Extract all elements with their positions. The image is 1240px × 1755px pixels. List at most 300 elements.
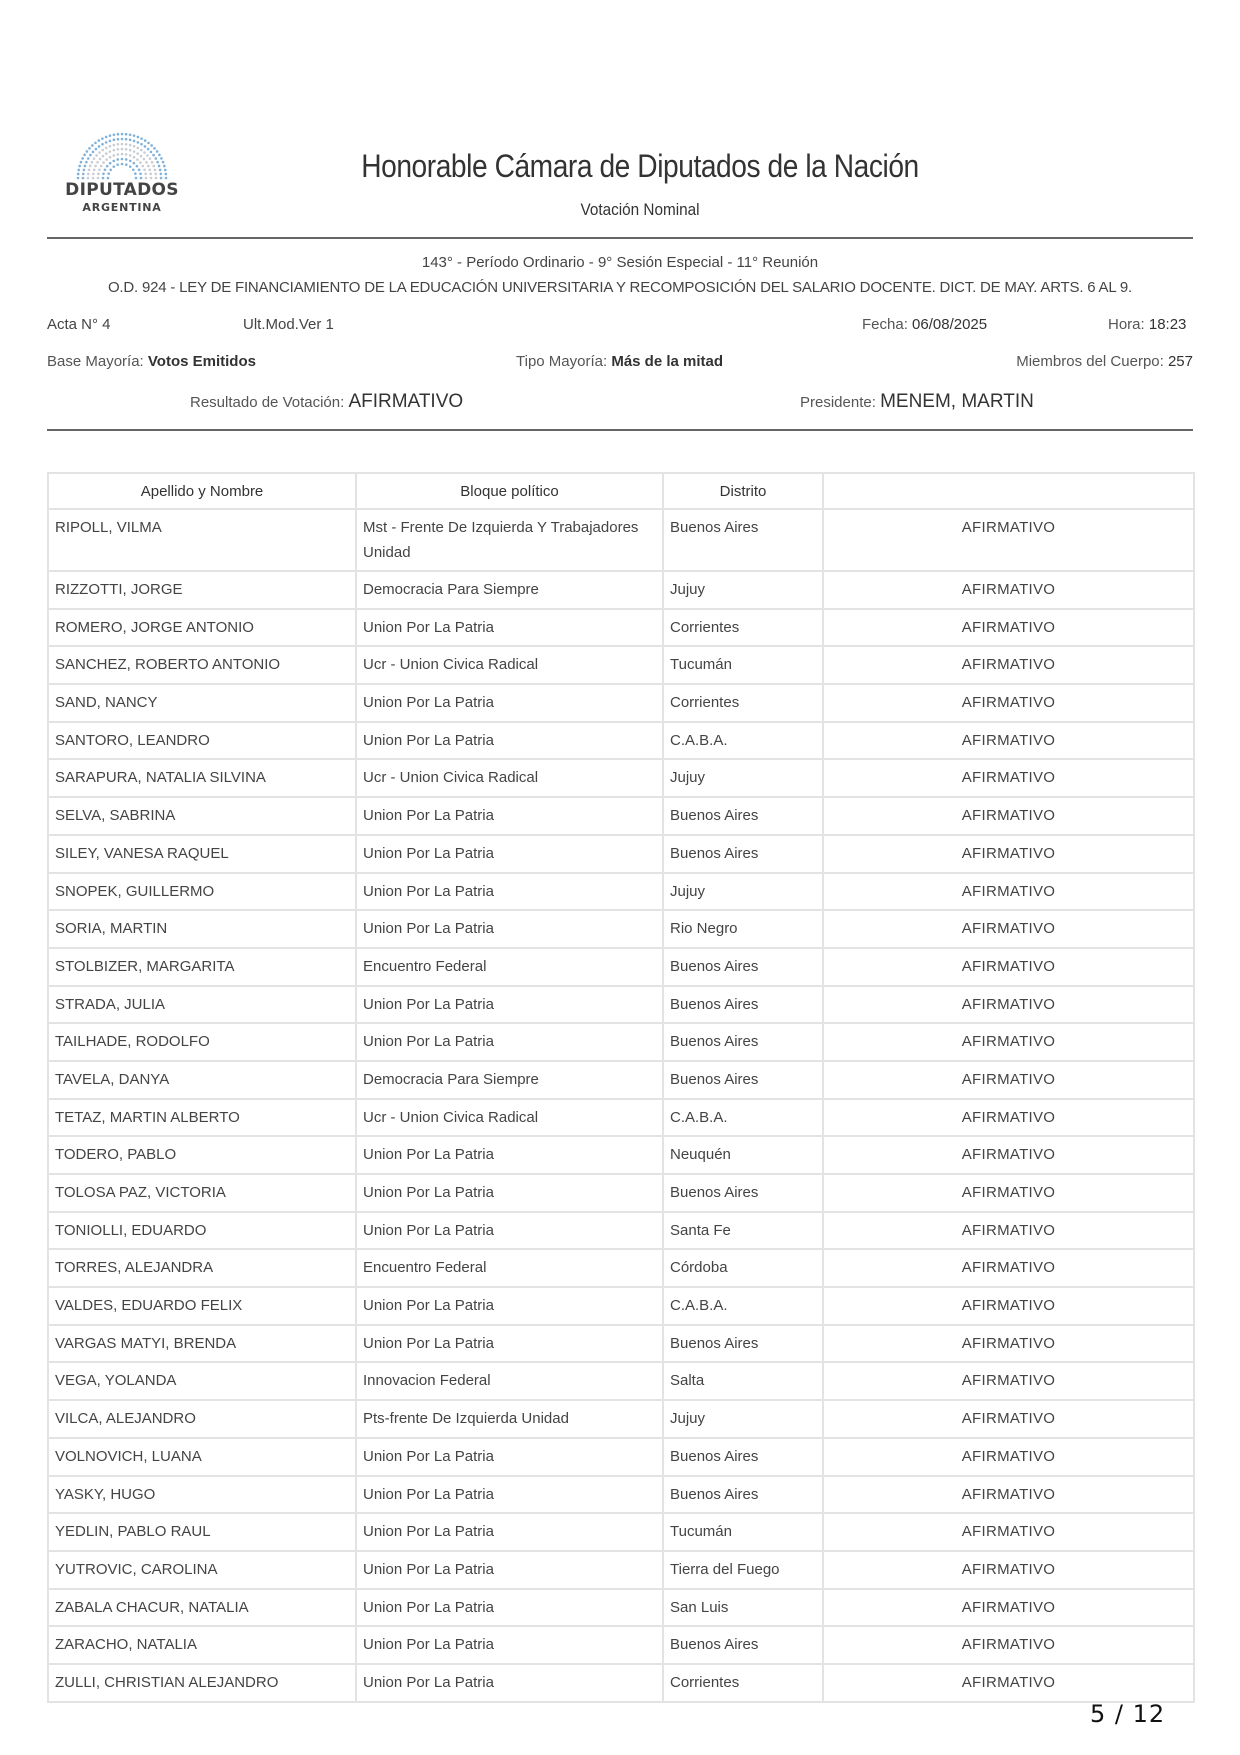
logo-dot — [116, 163, 119, 166]
logo-dot — [135, 177, 138, 180]
logo-dot — [107, 172, 110, 175]
table-row — [48, 684, 1194, 722]
logo-dot — [121, 158, 124, 161]
cell-bloque: Union Por La Patria — [356, 1626, 663, 1664]
cell-bloque: Encuentro Federal — [356, 1249, 663, 1287]
cell-distrito: San Luis — [663, 1589, 823, 1627]
cell-voto: AFIRMATIVO — [823, 1513, 1194, 1551]
cell-name: ZARACHO, NATALIA — [48, 1626, 356, 1664]
cell-bloque: Union Por La Patria — [356, 873, 663, 911]
logo-dot — [89, 165, 92, 168]
logo-dot — [83, 154, 86, 157]
table-header-row — [48, 473, 1194, 509]
table-row — [48, 1023, 1194, 1061]
cell-distrito: Corrientes — [663, 1664, 823, 1702]
cell-distrito: Jujuy — [663, 873, 823, 911]
logo-dot — [109, 134, 112, 137]
logo-dot — [139, 172, 142, 175]
logo-dot — [125, 143, 128, 146]
logo-dot — [152, 154, 155, 157]
cell-bloque: Union Por La Patria — [356, 1287, 663, 1325]
cell-name: ROMERO, JORGE ANTONIO — [48, 609, 356, 647]
miembros-label: Miembros del Cuerpo: — [1016, 353, 1164, 370]
logo-dot — [105, 136, 108, 139]
page-separator: / — [1114, 1700, 1125, 1728]
table-row — [48, 797, 1194, 835]
cell-name: SAND, NANCY — [48, 684, 356, 722]
cell-distrito: Buenos Aires — [663, 1325, 823, 1363]
page-title: Honorable Cámara de Diputados de la Nación — [361, 148, 919, 184]
logo-dot — [121, 148, 124, 151]
base-mayoria-value: Votos Emitidos — [147, 353, 256, 370]
acta-number: Acta N° 4 — [47, 316, 111, 333]
logo-dot — [165, 173, 168, 176]
logo-dot — [149, 169, 152, 172]
cell-distrito: Buenos Aires — [663, 1438, 823, 1476]
cell-name: ZULLI, CHRISTIAN ALEJANDRO — [48, 1664, 356, 1702]
cell-bloque: Encuentro Federal — [356, 948, 663, 986]
logo-dot — [117, 143, 120, 146]
cell-bloque: Union Por La Patria — [356, 1325, 663, 1363]
cell-bloque: Pts-frente De Izquierda Unidad — [356, 1400, 663, 1438]
cell-bloque: Union Por La Patria — [356, 1513, 663, 1551]
table-row — [48, 1212, 1194, 1250]
logo-dot — [102, 155, 105, 158]
logo-dot — [134, 172, 137, 175]
cell-distrito: Salta — [663, 1362, 823, 1400]
logo-dot — [99, 158, 102, 161]
logo-dot — [93, 157, 96, 160]
resultado-value: AFIRMATIVO — [348, 391, 464, 412]
table-row — [48, 571, 1194, 609]
cell-name: SANTORO, LEANDRO — [48, 722, 356, 760]
logo-dot — [92, 151, 95, 154]
logo-dot — [95, 148, 98, 151]
logo-dot — [92, 177, 95, 180]
logo-dot — [89, 154, 92, 157]
cell-bloque: Union Por La Patria — [356, 1174, 663, 1212]
logo-dot — [137, 136, 140, 139]
logo-dot — [109, 140, 112, 143]
logo-dot — [129, 144, 132, 147]
cell-voto: AFIRMATIVO — [823, 722, 1194, 760]
logo-dot — [98, 168, 101, 171]
diputados-logo — [62, 130, 182, 220]
cell-name: VILCA, ALEJANDRO — [48, 1400, 356, 1438]
logo-dot — [117, 133, 120, 136]
logo-dot — [78, 165, 81, 168]
table-row — [48, 1174, 1194, 1212]
cell-name: VARGAS MATYI, BRENDA — [48, 1325, 356, 1363]
logo-dot — [86, 150, 89, 153]
session-info: 143° - Período Ordinario - 9° Sesión Especial - 11° Reunión — [421, 254, 819, 271]
cell-bloque: Ucr - Union Civica Radical — [356, 1099, 663, 1137]
logo-dot — [93, 169, 96, 172]
logo-dot — [140, 155, 143, 158]
cell-name: TAVELA, DANYA — [48, 1061, 356, 1099]
table-row — [48, 509, 1194, 571]
cell-voto: AFIRMATIVO — [823, 684, 1194, 722]
cell-name: RIPOLL, VILMA — [48, 509, 356, 571]
cell-voto: AFIRMATIVO — [823, 509, 1194, 571]
logo-dot — [125, 138, 128, 141]
logo-dot — [81, 157, 84, 160]
logo-dot — [133, 150, 136, 153]
cell-distrito: Tierra del Fuego — [663, 1551, 823, 1589]
cell-voto: AFIRMATIVO — [823, 1287, 1194, 1325]
presidente-value: MENEM, MARTIN — [880, 391, 1034, 412]
cell-name: TODERO, PABLO — [48, 1136, 356, 1174]
logo-dot — [143, 151, 146, 154]
cell-distrito: Tucumán — [663, 1513, 823, 1551]
cell-bloque: Union Por La Patria — [356, 986, 663, 1024]
logo-dot — [98, 145, 101, 148]
logo-dot — [158, 165, 161, 168]
cell-voto: AFIRMATIVO — [823, 759, 1194, 797]
base-mayoria — [47, 353, 256, 370]
cell-voto: AFIRMATIVO — [823, 1438, 1194, 1476]
logo-dot — [82, 177, 85, 180]
logo-dot — [146, 154, 149, 157]
logo-dot — [139, 161, 142, 164]
tipo-mayoria — [516, 353, 723, 370]
table-row — [48, 1249, 1194, 1287]
table-row — [48, 646, 1194, 684]
cell-bloque: Union Por La Patria — [356, 1664, 663, 1702]
logo-dot — [137, 141, 140, 144]
cell-distrito: Buenos Aires — [663, 1061, 823, 1099]
table-row — [48, 835, 1194, 873]
cell-name: TETAZ, MARTIN ALBERTO — [48, 1099, 356, 1137]
logo-dot — [77, 169, 80, 172]
logo-dot — [92, 173, 95, 176]
cell-voto: AFIRMATIVO — [823, 1061, 1194, 1099]
cell-voto: AFIRMATIVO — [823, 1476, 1194, 1514]
cell-name: SNOPEK, GUILLERMO — [48, 873, 356, 911]
logo-dot — [144, 173, 147, 176]
logo-dot — [133, 145, 136, 148]
table-row — [48, 1362, 1194, 1400]
cell-bloque: Union Por La Patria — [356, 1476, 663, 1514]
logo-dot — [87, 157, 90, 160]
cell-bloque: Union Por La Patria — [356, 722, 663, 760]
cell-voto: AFIRMATIVO — [823, 1023, 1194, 1061]
column-header-name: Apellido y Nombre — [48, 473, 356, 509]
presidente — [800, 391, 1034, 413]
logo-dot — [154, 173, 157, 176]
cell-bloque: Union Por La Patria — [356, 684, 663, 722]
logo-dot — [154, 169, 157, 172]
hora — [1108, 316, 1186, 333]
logo-dot — [112, 160, 115, 163]
cell-voto: AFIRMATIVO — [823, 986, 1194, 1024]
logo-dot — [159, 173, 162, 176]
logo-dot — [140, 137, 143, 140]
logo-dot — [154, 157, 157, 160]
logo-dot — [121, 163, 124, 166]
cell-voto: AFIRMATIVO — [823, 1664, 1194, 1702]
ult-mod-ver: Ult.Mod.Ver 1 — [243, 316, 334, 333]
table-row — [48, 1136, 1194, 1174]
logo-dot — [133, 156, 136, 159]
logo-dot — [105, 152, 108, 155]
logo-dot — [109, 168, 112, 171]
cell-voto: AFIRMATIVO — [823, 1099, 1194, 1137]
cell-distrito: Jujuy — [663, 571, 823, 609]
logo-dot — [129, 139, 132, 142]
logo-dot — [133, 162, 136, 165]
tipo-mayoria-value: Más de la mitad — [611, 353, 724, 370]
logo-dot — [117, 148, 120, 151]
logo-dot — [147, 142, 150, 145]
table-row — [48, 1061, 1194, 1099]
logo-dot — [113, 139, 116, 142]
cell-voto: AFIRMATIVO — [823, 910, 1194, 948]
cell-bloque: Union Por La Patria — [356, 797, 663, 835]
logo-dot — [160, 177, 163, 180]
cell-distrito: Tucumán — [663, 646, 823, 684]
table-row — [48, 1664, 1194, 1702]
cell-distrito: Buenos Aires — [663, 948, 823, 986]
cell-name: VEGA, YOLANDA — [48, 1362, 356, 1400]
logo-dot — [113, 133, 116, 136]
logo-dot — [97, 177, 100, 180]
cell-voto: AFIRMATIVO — [823, 609, 1194, 647]
logo-dot — [147, 165, 150, 168]
table-row — [48, 1099, 1194, 1137]
logo-dot — [109, 162, 112, 165]
cell-name: ZABALA CHACUR, NATALIA — [48, 1589, 356, 1627]
cell-name: STRADA, JULIA — [48, 986, 356, 1024]
logo-dot — [109, 150, 112, 153]
cell-distrito: Buenos Aires — [663, 835, 823, 873]
cell-bloque: Union Por La Patria — [356, 1589, 663, 1627]
cell-bloque: Mst - Frente De Izquierda Y Trabajadores Unidad — [356, 509, 663, 571]
logo-dot — [98, 139, 101, 142]
logo-dot — [94, 165, 97, 168]
logo-dot — [84, 165, 87, 168]
logo-dot — [94, 142, 97, 145]
cell-bloque: Democracia Para Siempre — [356, 1061, 663, 1099]
logo-dot — [105, 158, 108, 161]
logo-dot — [151, 161, 154, 164]
logo-dot — [145, 161, 148, 164]
logo-dot — [159, 169, 162, 172]
logo-dot — [152, 165, 155, 168]
logo-dot — [165, 177, 168, 180]
cell-distrito: Buenos Aires — [663, 1023, 823, 1061]
logo-dot — [98, 151, 101, 154]
cell-distrito: Neuquén — [663, 1136, 823, 1174]
logo-dot — [149, 173, 152, 176]
logo-dot — [87, 173, 90, 176]
cell-voto: AFIRMATIVO — [823, 571, 1194, 609]
logo-dot — [121, 133, 124, 136]
cell-name: TONIOLLI, EDUARDO — [48, 1212, 356, 1250]
logo-dot — [160, 157, 163, 160]
logo-dot — [132, 168, 135, 171]
cell-voto: AFIRMATIVO — [823, 1400, 1194, 1438]
page-total: 12 — [1132, 1700, 1166, 1728]
cell-voto: AFIRMATIVO — [823, 948, 1194, 986]
cell-name: VALDES, EDUARDO FELIX — [48, 1287, 356, 1325]
logo-dot — [125, 163, 128, 166]
table-row — [48, 759, 1194, 797]
table-row — [48, 910, 1194, 948]
cell-bloque: Innovacion Federal — [356, 1362, 663, 1400]
logo-dot — [102, 177, 105, 180]
logo-dot — [91, 144, 94, 147]
cell-voto: AFIRMATIVO — [823, 1589, 1194, 1627]
logo-dot — [143, 158, 146, 161]
cell-distrito: Jujuy — [663, 1400, 823, 1438]
column-header-bloque: Bloque político — [356, 473, 663, 509]
order-of-day: O.D. 924 - LEY DE FINANCIAMIENTO DE LA EDUCACIÓN UNIVERSITARIA Y RECOMPOSICIÓN DEL SALARIO DOCENTE. DICT. DE MAY. ARTS. 6 AL 9. — [107, 279, 1133, 296]
cell-voto: AFIRMATIVO — [823, 835, 1194, 873]
logo-dot — [109, 156, 112, 159]
cell-name: STOLBIZER, MARGARITA — [48, 948, 356, 986]
cell-name: TORRES, ALEJANDRA — [48, 1249, 356, 1287]
logo-dot — [112, 154, 115, 157]
logo-dot — [77, 173, 80, 176]
logo-dot — [101, 143, 104, 146]
cell-distrito: Corrientes — [663, 684, 823, 722]
logo-dot — [109, 145, 112, 148]
column-header-distrito: Distrito — [663, 473, 823, 509]
logo-dot — [150, 144, 153, 147]
cell-distrito: Buenos Aires — [663, 1476, 823, 1514]
cell-name: VOLNOVICH, LUANA — [48, 1438, 356, 1476]
cell-distrito: Rio Negro — [663, 910, 823, 948]
logo-dot — [77, 177, 80, 180]
table-row — [48, 609, 1194, 647]
resultado-label: Resultado de Votación: — [190, 394, 345, 411]
cell-distrito: Santa Fe — [663, 1212, 823, 1250]
meta-divider — [47, 429, 1193, 431]
logo-dot — [145, 177, 148, 180]
cell-distrito: Buenos Aires — [663, 986, 823, 1024]
logo-dot — [91, 161, 94, 164]
miembros-cuerpo — [1016, 353, 1193, 370]
logo-dot — [138, 168, 141, 171]
table-row — [48, 1476, 1194, 1514]
tipo-mayoria-label: Tipo Mayoría: — [516, 353, 608, 370]
cell-voto: AFIRMATIVO — [823, 1551, 1194, 1589]
table-row — [48, 1551, 1194, 1589]
cell-distrito: Buenos Aires — [663, 797, 823, 835]
cell-name: SARAPURA, NATALIA SILVINA — [48, 759, 356, 797]
table-row — [48, 1287, 1194, 1325]
page-subtitle: Votación Nominal — [580, 200, 700, 219]
logo-dot — [144, 145, 147, 148]
cell-bloque: Union Por La Patria — [356, 1212, 663, 1250]
logo-dot — [88, 169, 91, 172]
table-row — [48, 1325, 1194, 1363]
presidente-label: Presidente: — [800, 394, 876, 411]
logo-dot — [150, 177, 153, 180]
logo-dot — [133, 134, 136, 137]
cell-voto: AFIRMATIVO — [823, 1174, 1194, 1212]
cell-voto: AFIRMATIVO — [823, 1212, 1194, 1250]
logo-dot — [121, 143, 124, 146]
logo-dot — [102, 172, 105, 175]
cell-name: SORIA, MARTIN — [48, 910, 356, 948]
cell-voto: AFIRMATIVO — [823, 873, 1194, 911]
logo-dot — [121, 138, 124, 141]
logo-dot — [125, 148, 128, 151]
cell-name: YUTROVIC, CAROLINA — [48, 1551, 356, 1589]
logo-dot — [144, 139, 147, 142]
cell-name: TOLOSA PAZ, VICTORIA — [48, 1174, 356, 1212]
table-row — [48, 873, 1194, 911]
logo-dot — [101, 149, 104, 152]
table-row — [48, 1513, 1194, 1551]
logo-dot — [88, 147, 91, 150]
logo-dot — [102, 161, 105, 164]
cell-name: SILEY, VANESA RAQUEL — [48, 835, 356, 873]
logo-dot — [117, 153, 120, 156]
logo-dot — [129, 160, 132, 163]
logo-dot — [112, 165, 115, 168]
logo-dot — [125, 153, 128, 156]
logo-dot — [113, 144, 116, 147]
cell-name: SANCHEZ, ROBERTO ANTONIO — [48, 646, 356, 684]
cell-voto: AFIRMATIVO — [823, 1136, 1194, 1174]
cell-distrito: Corrientes — [663, 609, 823, 647]
cell-voto: AFIRMATIVO — [823, 1325, 1194, 1363]
cell-voto: AFIRMATIVO — [823, 797, 1194, 835]
logo-dot — [137, 147, 140, 150]
logo-dot — [164, 169, 167, 172]
table-row — [48, 1626, 1194, 1664]
logo-dot — [149, 157, 152, 160]
logo-dot — [155, 177, 158, 180]
logo-dot — [106, 165, 109, 168]
cell-distrito: Buenos Aires — [663, 1174, 823, 1212]
logo-dot — [96, 161, 99, 164]
cell-name: RIZZOTTI, JORGE — [48, 571, 356, 609]
logo-dot — [141, 165, 144, 168]
header-divider — [47, 237, 1193, 239]
cell-bloque: Democracia Para Siempre — [356, 571, 663, 609]
base-mayoria-label: Base Mayoría: — [47, 353, 144, 370]
cell-distrito: C.A.B.A. — [663, 1287, 823, 1325]
cell-distrito: Jujuy — [663, 759, 823, 797]
logo-dot — [153, 147, 156, 150]
logo-dot — [125, 133, 128, 136]
cell-bloque: Ucr - Union Civica Radical — [356, 759, 663, 797]
fecha — [862, 316, 987, 333]
page-current: 5 — [1090, 1700, 1107, 1728]
logo-dot — [95, 154, 98, 157]
logo-dot — [158, 154, 161, 157]
logo-dot — [129, 165, 132, 168]
logo-dot — [100, 165, 103, 168]
logo-dot — [97, 173, 100, 176]
hora-value: 18:23 — [1148, 316, 1187, 333]
logo-dot — [117, 138, 120, 141]
logo-dot — [140, 149, 143, 152]
cell-name: TAILHADE, RODOLFO — [48, 1023, 356, 1061]
logo-dot — [162, 161, 165, 164]
hemicycle-icon — [62, 130, 182, 180]
table-row — [48, 1589, 1194, 1627]
logo-dot — [156, 150, 159, 153]
resultado-votacion — [190, 391, 463, 413]
cell-distrito: C.A.B.A. — [663, 1099, 823, 1137]
logo-text-diputados: DIPUTADOS — [65, 180, 179, 200]
cell-voto: AFIRMATIVO — [823, 1626, 1194, 1664]
